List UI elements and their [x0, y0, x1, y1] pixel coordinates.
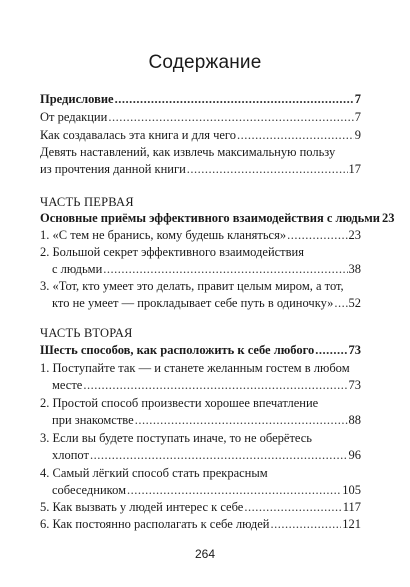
toc-entry-text: 3. Если вы будете поступать иначе, то не оберётесь — [40, 431, 313, 445]
toc-entry — [52, 413, 361, 428]
toc-entry-preface — [40, 92, 361, 107]
toc-entry-page: 73 — [348, 343, 361, 357]
dot-leader — [103, 262, 347, 277]
toc-entry-page: 121 — [342, 517, 361, 531]
toc-entry-text-cont: с людьми — [52, 262, 103, 276]
page-number: 264 — [194, 547, 216, 561]
toc-entry — [40, 228, 361, 243]
toc-entry-text-cont: при знакомстве — [52, 413, 134, 427]
dot-leader — [115, 92, 354, 107]
dot-leader — [108, 110, 353, 125]
toc-entry-page: 7 — [354, 92, 361, 106]
toc-entry-page: 52 — [348, 296, 361, 310]
toc-entry-text: 3. «Тот, кто умеет это делать, правит целым миром, а тот, — [40, 279, 344, 293]
toc-entry — [52, 262, 361, 277]
toc-entry-text: Как создавалась эта книга и для чего — [40, 128, 236, 142]
toc-entry-text: Девять наставлений, как извлечь максимальную пользу — [40, 145, 336, 159]
toc-entry — [40, 500, 361, 515]
toc-entry-text: Шесть способов, как расположить к себе любого — [40, 343, 315, 357]
toc-entry-text: 1. Поступайте так — и станете желанным гостем в любом — [40, 361, 350, 375]
part-subtitle — [40, 211, 395, 226]
toc-entry-page: 9 — [354, 128, 361, 142]
toc-entry-text-cont: собеседником — [52, 483, 127, 497]
toc-entry-page: 17 — [348, 162, 361, 176]
part-heading: ЧАСТЬ ВТОРАЯ — [40, 326, 133, 340]
toc-entry-how-book-made — [40, 128, 361, 143]
dot-leader — [127, 483, 341, 498]
dot-leader — [244, 500, 341, 515]
toc-entry-editorial — [40, 110, 361, 125]
dot-leader — [287, 228, 347, 243]
toc-entry-page: 38 — [348, 262, 361, 276]
toc-entry-text-cont: хлопот — [52, 448, 89, 462]
toc-entry — [40, 517, 361, 532]
toc-entry-text: 4. Самый лёгкий способ стать прекрасным — [40, 466, 268, 480]
dot-leader — [83, 378, 347, 393]
dot-leader — [334, 296, 347, 311]
dot-leader — [90, 448, 348, 463]
toc-entry-text: 2. Большой секрет эффективного взаимодействия — [40, 245, 304, 259]
dot-leader — [270, 517, 341, 532]
toc-entry-page: 117 — [342, 500, 361, 514]
toc-entry-text: 5. Как вызвать у людей интерес к себе — [40, 500, 244, 514]
toc-entry-text-cont: из прочтения данной книги — [40, 162, 186, 176]
page-title: Содержание — [148, 52, 262, 73]
toc-entry-nine-instructions — [40, 162, 361, 177]
toc-entry-page: 73 — [348, 378, 361, 392]
toc-entry — [52, 448, 361, 463]
toc-entry-page: 23 — [382, 211, 395, 225]
part-heading: ЧАСТЬ ПЕРВАЯ — [40, 195, 134, 209]
toc-entry-text: От редакции — [40, 110, 108, 124]
toc-entry-page: 7 — [354, 110, 361, 124]
toc-entry — [52, 483, 361, 498]
toc-entry-text: 2. Простой способ произвести хорошее впечатление — [40, 396, 319, 410]
dot-leader — [315, 343, 347, 358]
toc-entry — [52, 378, 361, 393]
dot-leader — [237, 128, 354, 143]
dot-leader — [187, 162, 348, 177]
toc-entry-page: 23 — [348, 228, 361, 242]
toc-entry-text: 6. Как постоянно располагать к себе людей — [40, 517, 270, 531]
dot-leader — [135, 413, 348, 428]
toc-entry — [52, 296, 361, 311]
part-subtitle — [40, 343, 361, 358]
toc-entry-text-cont: месте — [52, 378, 83, 392]
toc-entry-page: 88 — [348, 413, 361, 427]
toc-entry-text-cont: кто не умеет — прокладывает себе путь в одиночку» — [52, 296, 334, 310]
toc-entry-page: 105 — [342, 483, 361, 497]
toc-entry-text: Основные приёмы эффективного взаимодействия с людьми — [40, 211, 381, 225]
toc-entry-text: Предисловие — [40, 92, 114, 106]
toc-entry-page: 96 — [348, 448, 361, 462]
toc-entry-text: 1. «С тем не бранись, кому будешь кланяться» — [40, 228, 287, 242]
